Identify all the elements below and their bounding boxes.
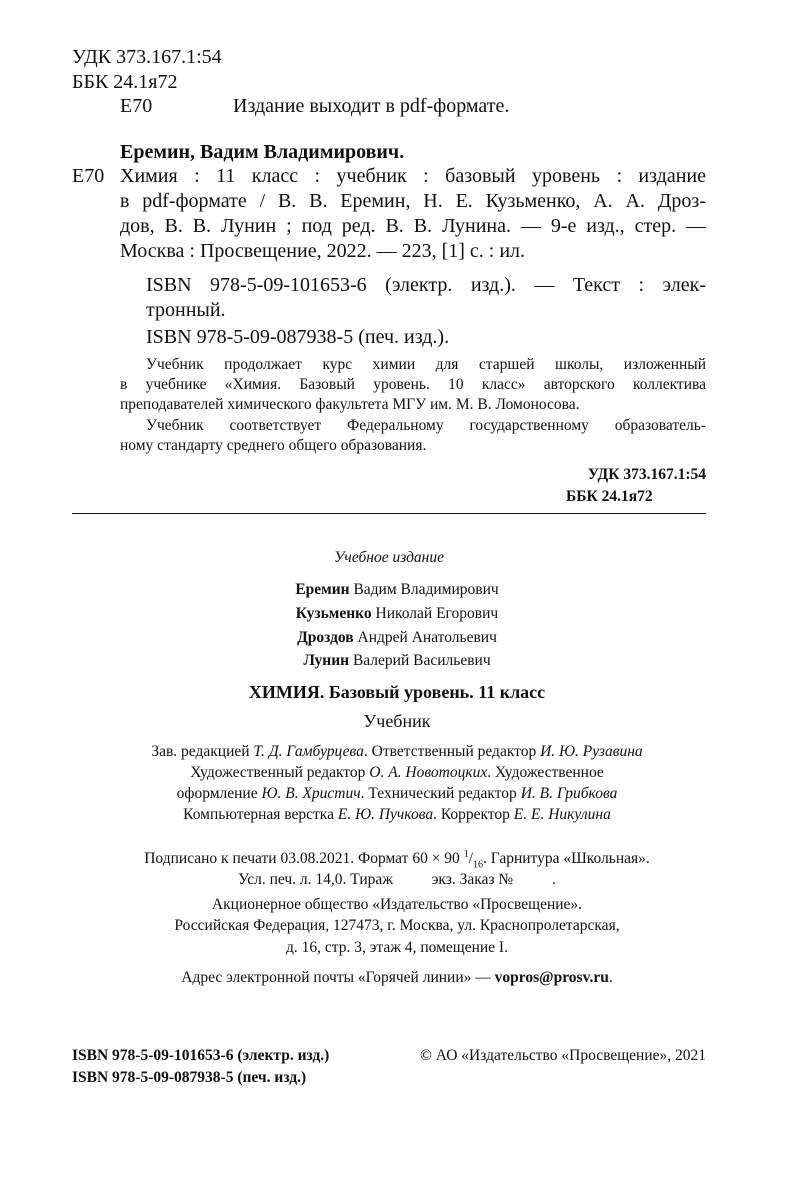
- person: И. Ю. Рузавина: [540, 743, 643, 760]
- person: И. В. Грибкова: [520, 785, 618, 802]
- publisher-line: д. 16, стр. 3, этаж 4, помещение I.: [286, 939, 508, 956]
- person: Т. Д. Гамбурцева: [253, 743, 364, 760]
- bbk-header: ББК 24.1я72: [72, 71, 178, 93]
- annotation-line: в учебнике «Химия. Базовый уровень. 10 класс» авторского коллектива: [120, 376, 706, 393]
- email-end: .: [608, 969, 613, 986]
- person: Е. Ю. Пучкова: [337, 806, 434, 823]
- person: Ю. В. Христич: [261, 785, 361, 802]
- credits-line: [0, 786, 794, 802]
- role: . Ответственный редактор: [363, 743, 541, 760]
- role: . Технический редактор: [360, 785, 521, 802]
- author-line: [0, 606, 794, 622]
- catalog-isbn-electronic-cont: тронный.: [146, 299, 226, 321]
- author-surname: Лунин: [303, 652, 350, 669]
- udk-header: УДК 373.167.1:54: [72, 46, 222, 68]
- catalog-udk: УДК 373.167.1:54: [587, 466, 706, 483]
- catalog-line: Москва : Просвещение, 2022. — 223, [1] с. : ил.: [120, 240, 526, 262]
- print-info-text: . Гарнитура «Школьная».: [483, 850, 650, 868]
- annotation-line: Учебник продолжает курс химии для старшей школы, изложенный: [146, 356, 706, 373]
- credits-line: [0, 765, 794, 781]
- copyright: © АО «Издательство «Просвещение», 2021: [420, 1047, 706, 1064]
- role: Художественный редактор: [190, 764, 370, 781]
- person: Е. Е. Никулина: [513, 806, 611, 823]
- print-info-text: Подписано к печати 03.08.2021. Формат 60 × 90: [144, 850, 464, 868]
- publisher-line: Российская Федерация, 127473, г. Москва, ул. Краснопролетарская,: [174, 917, 620, 934]
- author-surname: Дроздов: [297, 629, 354, 646]
- footer-isbn-print: ISBN 978-5-09-087938-5 (печ. изд.): [72, 1069, 307, 1086]
- footer-isbn-electronic: ISBN 978-5-09-101653-6 (электр. изд.): [72, 1047, 330, 1064]
- print-run-info: Усл. печ. л. 14,0. Тираж экз. Заказ № .: [238, 871, 556, 888]
- credits-line: [0, 744, 794, 760]
- author-surname: Еремин: [295, 581, 350, 598]
- catalog-author: Еремин, Вадим Владимирович.: [120, 141, 405, 163]
- catalog-code: Е70: [72, 165, 105, 187]
- author-line: [0, 653, 794, 669]
- author-line: [0, 582, 794, 598]
- author-name: Вадим Владимирович: [353, 581, 499, 598]
- divider: [72, 513, 706, 514]
- book-title: ХИМИЯ. Базовый уровень. 11 класс: [248, 682, 546, 702]
- author-name: Николай Егорович: [375, 605, 499, 622]
- book-subtitle: Учебник: [363, 711, 431, 731]
- email-label: Адрес электронной почты «Горячей линии» —: [181, 969, 495, 986]
- role: . Художественное: [487, 764, 604, 781]
- format-numerator: 1: [463, 849, 469, 860]
- credits-line: [0, 807, 794, 823]
- role: оформление: [176, 785, 262, 802]
- annotation-line: ному стандарту среднего общего образования.: [120, 437, 427, 454]
- pdf-note: Издание выходит в pdf-формате.: [233, 95, 510, 117]
- role: Зав. редакцией: [151, 743, 254, 760]
- catalog-line: дов, В. В. Лунин ; под ред. В. В. Лунина. — 9-е изд., стер. —: [120, 215, 706, 237]
- publisher-line: Акционерное общество «Издательство «Просвещение».: [211, 896, 583, 913]
- author-name: Валерий Васильевич: [352, 652, 491, 669]
- hotline-email: [0, 970, 794, 986]
- author-name: Андрей Анатольевич: [357, 629, 497, 646]
- catalog-isbn-electronic: ISBN 978-5-09-101653-6 (электр. изд.). — Текст : элек-: [146, 274, 706, 296]
- author-line: [0, 630, 794, 646]
- catalog-bbk: ББК 24.1я72: [566, 488, 653, 505]
- catalog-line: в pdf-формате / В. В. Еремин, Н. Е. Кузьменко, А. А. Дроз-: [120, 190, 706, 212]
- annotation-line: Учебник соответствует Федеральному государственному образователь-: [146, 417, 706, 434]
- role: Компьютерная верстка: [183, 806, 338, 823]
- author-surname: Кузьменко: [295, 605, 372, 622]
- catalog-isbn-print: ISBN 978-5-09-087938-5 (печ. изд.).: [146, 326, 450, 348]
- print-info: Подписано к печати 03.08.2021. Формат 60 × 90 $^1/_{16}$. Гарнитура «Школьная».: [144, 849, 650, 871]
- format-denominator: 16: [473, 859, 483, 871]
- email-link[interactable]: vopros@prosv.ru: [494, 969, 609, 986]
- annotation-line: преподавателей химического факультета МГУ им. М. В. Ломоносова.: [120, 396, 580, 413]
- author-sign-code: Е70: [120, 95, 153, 117]
- catalog-line: Химия : 11 класс : учебник : базовый уровень : издание: [120, 165, 706, 187]
- edition-type: Учебное издание: [334, 549, 444, 566]
- person: О. А. Новотоцких: [369, 764, 488, 781]
- role: . Корректор: [433, 806, 514, 823]
